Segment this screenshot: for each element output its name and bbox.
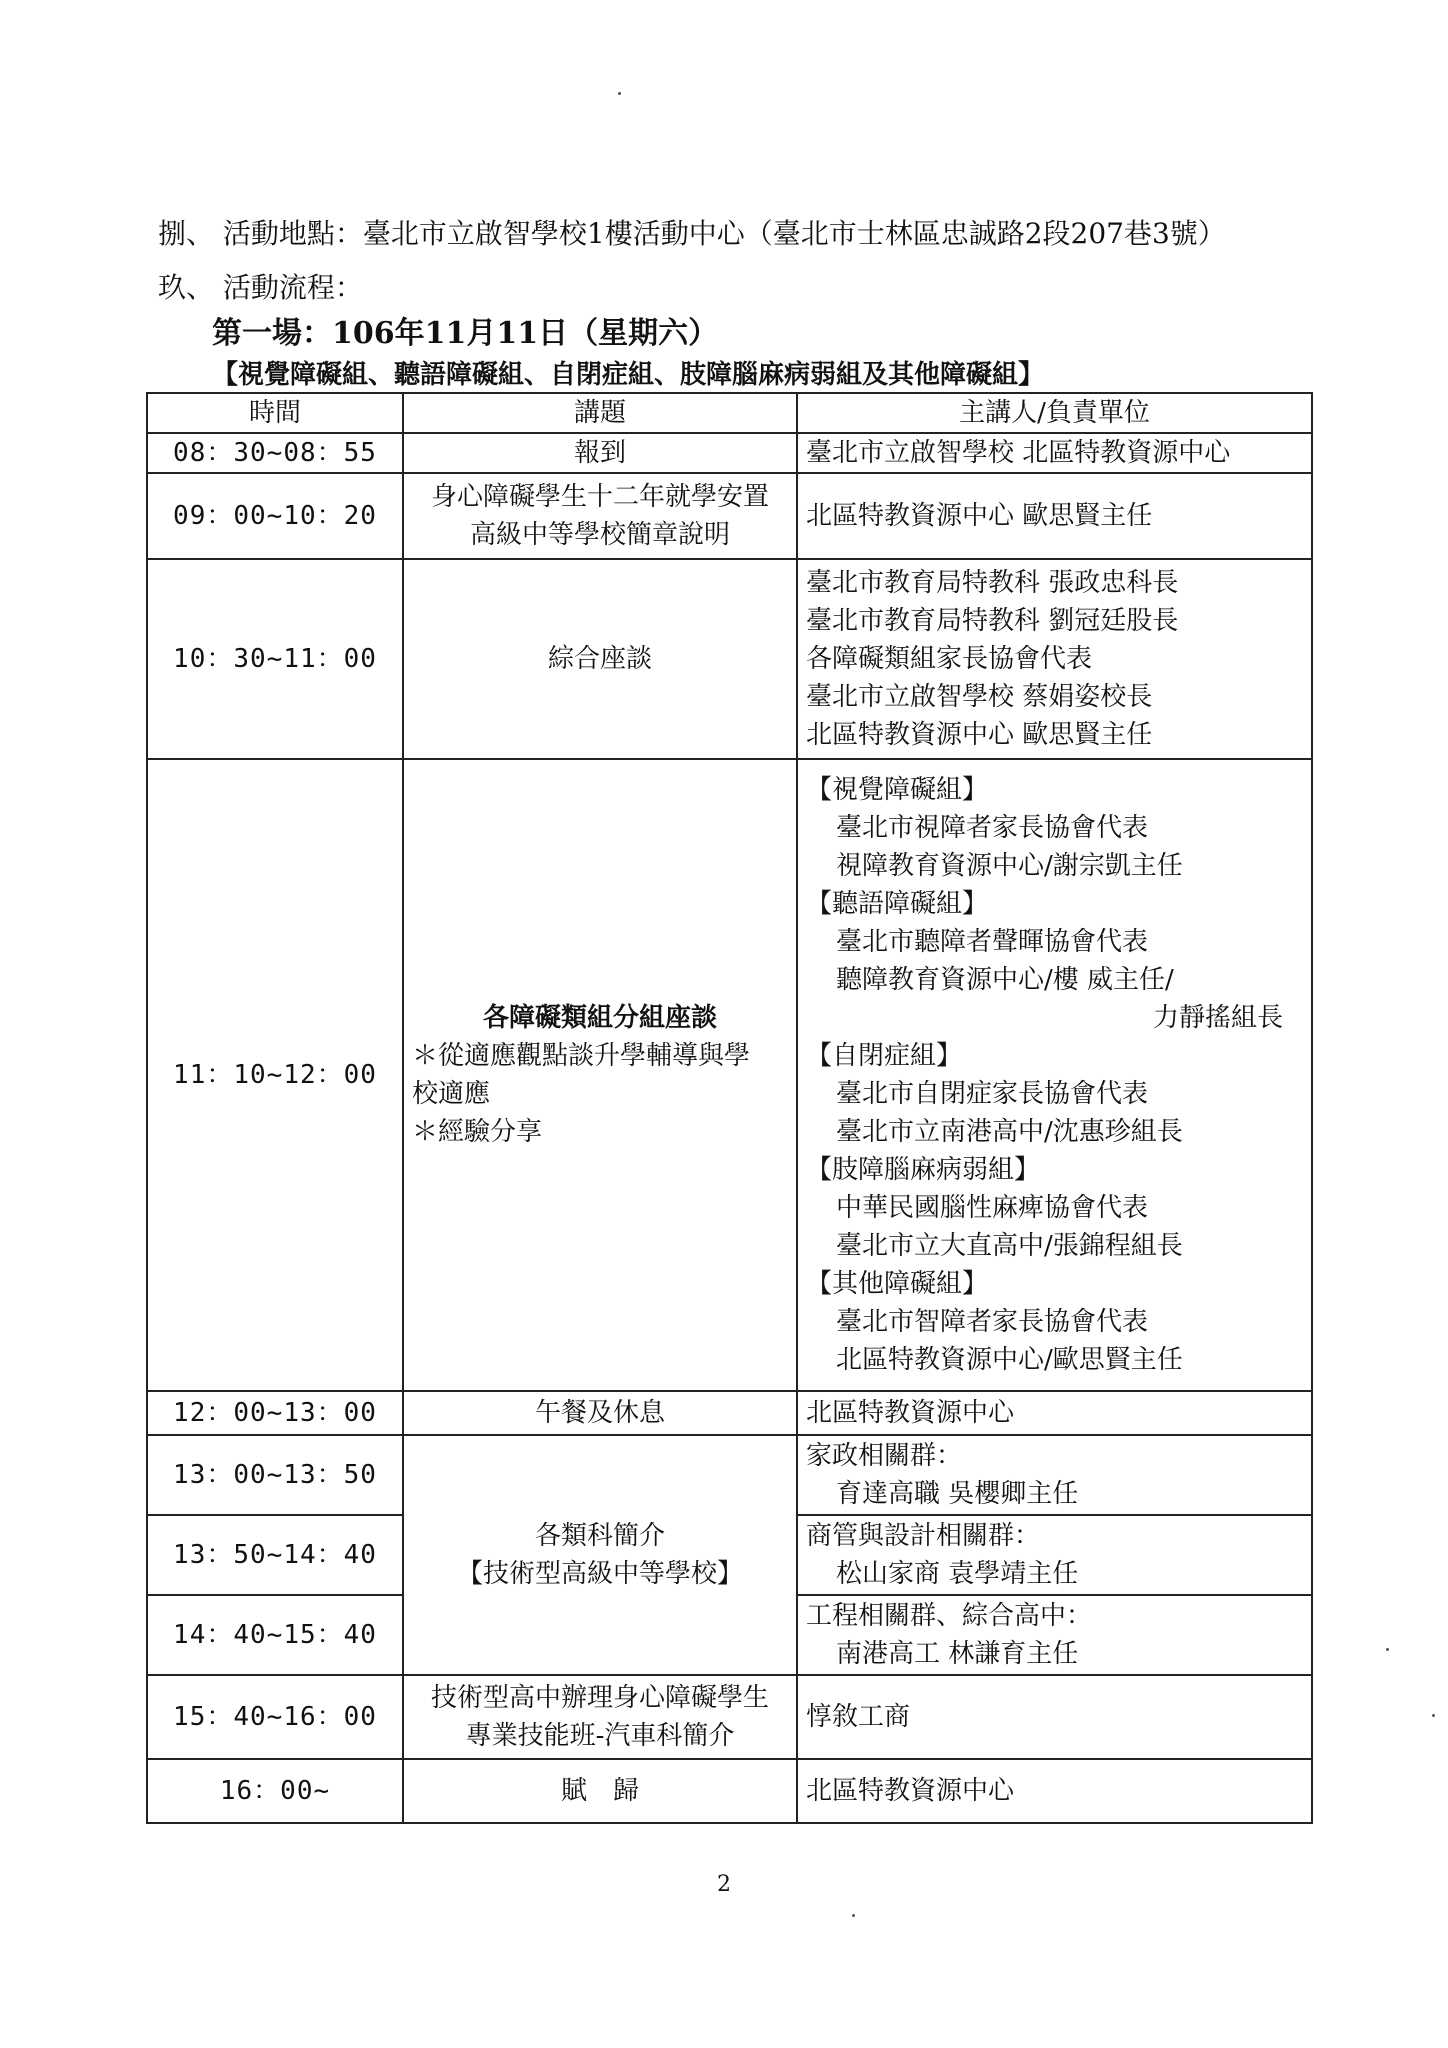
speaker-line: 臺北市聽障者聲暉協會代表 [836,927,1149,957]
speaker-line: 各障礙類組家長協會代表 [806,644,1093,674]
group-heading: 【自閉症組】 [806,1041,963,1071]
table-header-row [147,393,1312,433]
col-header-topic: 講題 [403,393,797,433]
topic-title: 各障礙類組分組座談 [482,1003,717,1033]
speaker-line: 臺北市智障者家長協會代表 [836,1307,1149,1337]
speaker-line: 松山家商 袁學靖主任 [836,1559,1079,1589]
time-cell: 13：50~14：40 [147,1515,403,1595]
speaker-line: 臺北市視障者家長協會代表 [836,813,1149,843]
table-row [147,759,1312,1391]
table-row [147,1391,1312,1435]
schedule-table [146,392,1313,1824]
table-row [147,1435,1312,1515]
table-row [147,1759,1312,1823]
topic-line: 各類科簡介 [534,1521,665,1551]
topic-cell: 報到 [403,433,797,473]
topic-cell [403,473,797,559]
group-heading: 工程相關群、綜合高中： [806,1601,1093,1631]
group-heading: 【視覺障礙組】 [806,775,989,805]
time-cell: 15：40~16：00 [147,1675,403,1759]
speaker-cell [797,1595,1312,1675]
speaker-line: 臺北市自閉症家長協會代表 [836,1079,1149,1109]
topic-line: 專業技能班-汽車科簡介 [465,1721,735,1751]
topic-cell-merged [403,1435,797,1675]
scan-speck [1386,1648,1389,1651]
speaker-cell: 北區特教資源中心 [797,1391,1312,1435]
group-heading: 【其他障礙組】 [806,1269,989,1299]
topic-point: ＊經驗分享 [412,1117,543,1147]
speaker-line: 臺北市教育局特教科 劉冠廷股長 [806,606,1179,636]
topic-line: 技術型高中辦理身心障礙學生 [430,1683,769,1713]
speaker-cell: 北區特教資源中心 [797,1759,1312,1823]
process-line: 玖、 活動流程： [158,271,363,304]
speaker-line: 臺北市教育局特教科 張政忠科長 [806,568,1179,598]
page-number: 2 [717,1872,731,1897]
topic-cell: 午餐及休息 [403,1391,797,1435]
speaker-line: 視障教育資源中心/謝宗凱主任 [836,851,1183,881]
groups-line: 【視覺障礙組、聽語障礙組、自閉症組、肢障腦麻病弱組及其他障礙組】 [212,360,1045,390]
speaker-line: 北區特教資源中心/歐思賢主任 [836,1345,1183,1375]
scan-speck [1432,1714,1435,1717]
topic-cell: 賦 歸 [403,1759,797,1823]
topic-point: ＊從適應觀點談升學輔導與學 [412,1041,751,1071]
table-row [147,559,1312,759]
speaker-cell: 臺北市立啟智學校 北區特教資源中心 [797,433,1312,473]
table-row [147,433,1312,473]
time-cell: 14：40~15：40 [147,1595,403,1675]
speaker-cell [797,559,1312,759]
topic-cell: 綜合座談 [403,559,797,759]
time-cell: 10：30~11：00 [147,559,403,759]
topic-line: 【技術型高級中等學校】 [456,1559,743,1589]
topic-cell [403,759,797,1391]
table-row [147,473,1312,559]
speaker-cell: 惇敘工商 [797,1675,1312,1759]
speaker-line: 力靜搖組長 [1152,1003,1283,1033]
scan-speck [852,1914,855,1917]
group-heading: 家政相關群： [806,1441,963,1471]
speaker-line: 南港高工 林謙育主任 [836,1639,1079,1669]
topic-line: 高級中等學校簡章說明 [469,520,730,550]
time-cell: 12：00~13：00 [147,1391,403,1435]
time-cell: 13：00~13：50 [147,1435,403,1515]
speaker-line: 臺北市立啟智學校 蔡娟姿校長 [806,682,1153,712]
location-line: 捌、 活動地點：臺北市立啟智學校1樓活動中心（臺北市士林區忠誠路2段207巷3號） [158,217,1226,250]
topic-point: 校適應 [412,1079,491,1109]
speaker-cell: 北區特教資源中心 歐思賢主任 [797,473,1312,559]
speaker-cell [797,759,1312,1391]
speaker-line: 北區特教資源中心 歐思賢主任 [806,720,1153,750]
speaker-line: 中華民國腦性麻痺協會代表 [836,1193,1149,1223]
group-heading: 商管與設計相關群： [806,1521,1041,1551]
time-cell: 16：00~ [147,1759,403,1823]
scan-speck [618,92,621,95]
speaker-cell [797,1435,1312,1515]
time-cell: 08：30~08：55 [147,433,403,473]
topic-line: 身心障礙學生十二年就學安置 [430,482,769,512]
session-title: 第一場：106年11月11日（星期六） [212,316,719,351]
speaker-line: 臺北市立大直高中/張錦程組長 [836,1231,1183,1261]
col-header-time: 時間 [147,393,403,433]
speaker-cell [797,1515,1312,1595]
topic-cell [403,1675,797,1759]
time-cell: 09：00~10：20 [147,473,403,559]
speaker-line: 臺北市立南港高中/沈惠珍組長 [836,1117,1183,1147]
group-heading: 【肢障腦麻病弱組】 [806,1155,1041,1185]
speaker-line: 育達高職 吳櫻卿主任 [836,1479,1079,1509]
table-row [147,1675,1312,1759]
col-header-speaker: 主講人/負責單位 [797,393,1312,433]
time-cell: 11：10~12：00 [147,759,403,1391]
speaker-line: 聽障教育資源中心/樓 威主任/ [836,965,1174,995]
group-heading: 【聽語障礙組】 [806,889,989,919]
